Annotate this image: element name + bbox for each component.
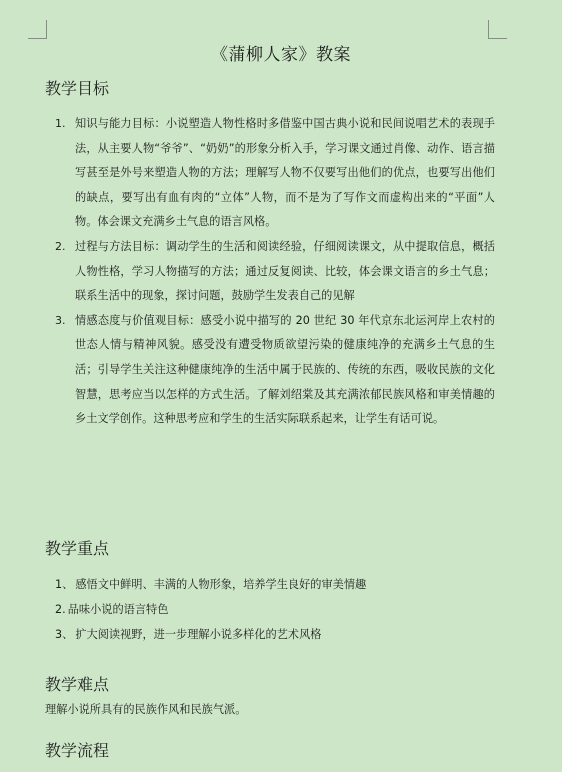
heading-teaching-focus: 教学重点: [45, 539, 110, 558]
focus-item: [55, 622, 495, 647]
goal-item: [55, 235, 495, 309]
goal-text: 情感态度与价值观目标：感受小说中描写的 20 世纪 30 年代京东北运河岸上农村的世态人情与精神风貌。感受没有遭受物质欲望污染的健康纯净的充满乡土气息的生活；引导学生关注这种健康纯净的生活中属于民族的、传统的东西，吸收民族的文化智慧，思考应当以怎样的方式生活。了解刘绍棠及其充满浓郁民族风格和审美情趣的乡土文学创作。这种思考应和学生的生活实际联系起来，让学生有话可说。: [75, 313, 495, 426]
focus-text: 品味小说的语言特色: [67, 603, 169, 616]
list-number: 3、: [55, 628, 74, 641]
goal-text: 知识与能力目标：小说塑造人物性格时多借鉴中国古典小说和民间说唱艺术的表现手法，从主要人物“爷爷”、“奶奶”的形象分析入手，学习课文通过肖像、动作、语言描写甚至是外号来塑造人物的方法；理解写人物不仅要写出他们的优点，也要写出他们的缺点，要写出有血有肉的“立体”人物，而不是为了写作文而虚构出来的“平面”人物。体会课文充满乡土气息的语言风格。: [75, 117, 495, 229]
goal-item: [55, 309, 495, 432]
goal-item: [55, 112, 495, 235]
list-number: 1、: [55, 578, 74, 591]
document-title: 《蒲柳人家》教案: [211, 45, 351, 65]
focus-item: [55, 572, 495, 597]
list-number: 3.: [55, 313, 66, 327]
margin-corner-mark-right: [488, 20, 507, 39]
heading-teaching-difficulty: 教学难点: [45, 675, 110, 694]
heading-teaching-flow: 教学流程: [45, 741, 110, 760]
difficulty-text: 理解小说所具有的民族作风和民族气派。: [45, 703, 247, 716]
goals-list: [55, 112, 495, 432]
list-number: 2.: [55, 603, 66, 616]
focus-text: 扩大阅读视野，进一步理解小说多样化的艺术风格: [75, 628, 322, 641]
focus-list: [55, 572, 495, 647]
goal-text: 过程与方法目标：调动学生的生活和阅读经验，仔细阅读课文，从中提取信息，概括人物性格，学习人物描写的方法；通过反复阅读、比较，体会课文语言的乡土气息；联系生活中的现象，探讨问题，鼓励学生发表自己的见解: [75, 239, 495, 303]
list-number: 2.: [55, 239, 66, 253]
margin-corner-mark-left: [28, 20, 47, 39]
heading-teaching-goals: 教学目标: [45, 79, 110, 98]
focus-item: [55, 597, 495, 622]
focus-text: 感悟文中鲜明、丰满的人物形象，培养学生良好的审美情趣: [75, 578, 367, 591]
list-number: 1.: [55, 117, 66, 130]
